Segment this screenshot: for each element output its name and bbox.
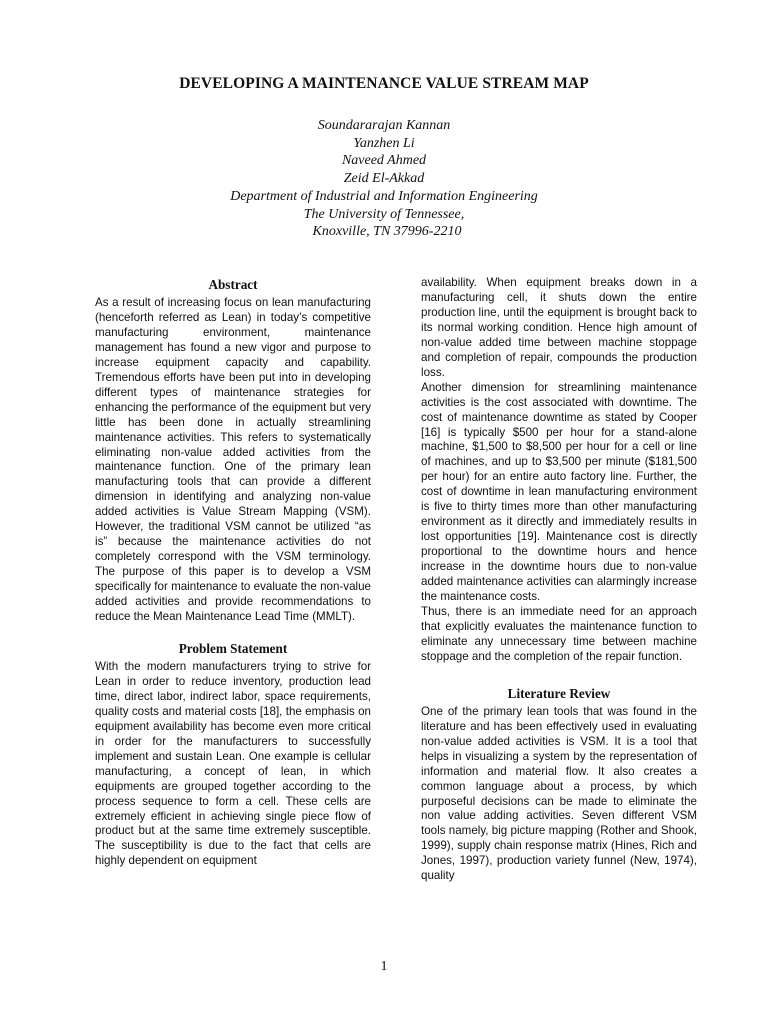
author-name: Soundararajan Kannan: [317, 118, 451, 133]
abstract-paragraph: As a result of increasing focus on lean manufacturing (henceforth referred as Lean) in today’s competitive manufacturing environment, maintenance management has found a new vigor and purpose to increase equipment capacity and capability. Tremendous efforts have been put into in developing different types of maintenance strategies for enhancing the performance of the equipment but very little has been done in actually streamlining maintenance activities. This refers to systematically eliminating non-value added activities from the maintenance function. One of the primary lean manufacturing tools that can provide a different dimension in identifying and analyzing non-value added activities is Value Stream Mapping (VSM). However, the traditional VSM cannot be utilized “as is” because the maintenance activities do not completely correspond with the VSM terminology. The purpose of this paper is to develop a VSM specifically for maintenance to evaluate the non-value added activities and provide recommendations to reduce the Mean Maintenance Lead Time (MMLT).: [95, 296, 371, 624]
author-name: Zeid El-Akkad: [343, 171, 425, 187]
literature-review-heading: Literature Review: [507, 685, 611, 701]
affiliation-department: Department of Industrial and Information Engineering: [230, 188, 538, 204]
author-block: [0, 117, 768, 241]
affiliation-address: Knoxville, TN 37996-2210: [312, 224, 462, 240]
author-name: Naveed Ahmed: [341, 153, 427, 169]
affiliation-university: The University of Tennessee,: [303, 206, 465, 222]
author-name: Yanzhen Li: [353, 135, 415, 151]
literature-review-paragraph: One of the primary lean tools that was found in the literature and has been effectively used in evaluating non-value added activities is VSM. It is a tool that helps in visualizing a system by the representation of information and material flow. It also creates a common language about a process, by which purposeful decisions can be made to eliminate the non value adding activities. Seven different VSM tools namely, big picture mapping (Rother and Shook, 1999), supply chain response matrix (Hines, Rich and Jones, 1997), production variety funnel (New, 1974), quality: [421, 704, 697, 883]
body-paragraph: availability. When equipment breaks down in a manufacturing cell, it shuts down the entire production line, until the equipment is brought back to its normal working condition. Hence high amount of non-value added time between machine stoppage and completion of repair, compounds the production loss.: [421, 276, 697, 379]
left-column: [95, 276, 371, 869]
body-paragraph: Thus, there is an immediate need for an approach that explicitly evaluates the maintenance function to eliminate any unnecessary time between machine stoppage and the completion of the repair function.: [421, 604, 697, 663]
paper-title: DEVELOPING A MAINTENANCE VALUE STREAM MAP: [179, 75, 589, 92]
page-number: 1: [380, 959, 388, 974]
right-column: [421, 276, 697, 884]
body-paragraph: Another dimension for streamlining maintenance activities is the cost associated with downtime. The cost of maintenance downtime as stated by Cooper [16] is typically $500 per hour for a stand-alone machine, $1,500 to $8,500 per hour for a cell or line of machines, and up to $3,500 per minute ($181,500 per hour) for an entire auto factory line. Further, the cost of downtime in lean manufacturing environment is five to thirty times more than other manufacturing environment as it directly and immediately results in lost opportunities [19]. Maintenance cost is directly proportional to the downtime hours and hence increase in the downtime hours due to non-value added maintenance activities can alarmingly increase the maintenance costs.: [421, 380, 697, 604]
abstract-heading: Abstract: [208, 277, 258, 292]
problem-statement-paragraph: With the modern manufacturers trying to strive for Lean in order to reduce inventory, production lead time, direct labor, indirect labor, space requirements, quality costs and material costs [18], the emphasis on equipment availability has become even more critical in order for the manufacturers to successfully implement and sustain Lean. One example is cellular manufacturing, a concept of lean, in which equipments are grouped together according to the process sequence to form a cell. These cells are extremely efficient in achieving single piece flow of product but at the same time extremely susceptible. The susceptibility is due to the fact that cells are highly dependent on equipment: [95, 659, 371, 868]
problem-statement-heading: Problem Statement: [178, 640, 288, 656]
